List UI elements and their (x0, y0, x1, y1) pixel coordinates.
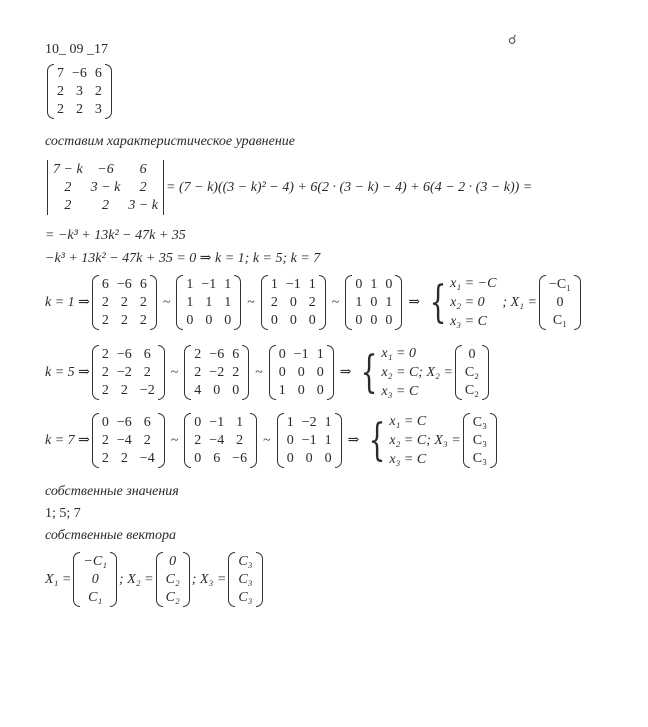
matrix-cell: 0 (270, 313, 278, 328)
k5-matrix-1 (92, 345, 165, 400)
k5-vector (455, 345, 489, 400)
matrix-cell: 0 (385, 277, 393, 292)
matrix-cell: 6 (139, 277, 147, 292)
matrix-cell: −6 (116, 347, 132, 362)
matrix-cell: 2 (101, 383, 109, 398)
matrix-cell: −6 (72, 66, 87, 81)
k1-matrix-2 (176, 275, 241, 330)
matrix-cell: C₂ (165, 572, 180, 587)
matrix-a (47, 64, 112, 119)
matrix-cell: 2 (75, 102, 83, 117)
matrix-cell: 6 (213, 451, 221, 466)
matrix-cell: 2 (101, 295, 109, 310)
x2-vector (156, 552, 190, 607)
heading-eigenvectors: собственные вектора (45, 528, 177, 543)
tilde: ~ (162, 294, 171, 310)
k5-system: { x₁ = 0 x₂ = C; X₂ = x₃ = C (361, 346, 453, 399)
k5-label: k = 5 ⇒ (45, 365, 90, 380)
poly-line: = −k³ + 13k² − 47k + 35 (45, 228, 186, 243)
matrix-cell: 0 (278, 365, 286, 380)
matrix-cell: 0 (101, 415, 109, 430)
matrix-cell: 1 (224, 295, 232, 310)
matrix-cell: C₃ (472, 433, 487, 448)
matrix-cell: 1 (370, 277, 378, 292)
k7-label: k = 7 ⇒ (45, 433, 90, 448)
matrix-cell: −6 (209, 347, 225, 362)
matrix-cell: 0 (316, 383, 324, 398)
matrix-cell: C₁ (552, 313, 568, 328)
matrix-cell: 0 (224, 313, 232, 328)
k7-matrix-3 (277, 413, 342, 468)
matrix-cell: C₂ (464, 365, 480, 380)
k1-vector (539, 275, 581, 330)
matrix-cell: 1 (286, 415, 294, 430)
k1-matrix-1 (92, 275, 157, 330)
matrix-cell: 2 (101, 433, 109, 448)
matrix-cell: 6 (232, 347, 240, 362)
matrix-cell: 0 (385, 313, 393, 328)
matrix-cell: −C₁ (83, 554, 108, 569)
matrix-cell: 3 (75, 84, 83, 99)
matrix-cell: −6 (116, 415, 132, 430)
matrix-cell: 2 (120, 451, 128, 466)
heading-char-eq: составим характеристическое уравнение (45, 134, 295, 149)
tilde: ~ (170, 364, 179, 380)
k7-matrix-2 (184, 413, 257, 468)
matrix-cell: 1 (324, 415, 332, 430)
matrix-cell: 3 (94, 102, 102, 117)
matrix-cell: 0 (556, 295, 564, 310)
matrix-cell: 2 (143, 433, 151, 448)
matrix-cell: 2 (101, 313, 109, 328)
matrix-cell: 1 (270, 277, 278, 292)
matrix-cell: 1 (186, 277, 194, 292)
matrix-cell: 1 (205, 295, 213, 310)
matrix-cell: 0 (286, 433, 294, 448)
matrix-cell: 6 (139, 162, 147, 177)
matrix-cell: 6 (101, 277, 109, 292)
matrix-cell: −2 (301, 415, 317, 430)
x1-label: X₁ = (45, 571, 72, 587)
matrix-cell: −4 (139, 451, 155, 466)
system-line: x₂ = C; X₃ = (389, 433, 461, 448)
implies: ⇒ (408, 295, 421, 310)
matrix-cell: 0 (232, 383, 240, 398)
matrix-cell: 0 (186, 313, 194, 328)
matrix-cell: C₃ (238, 554, 253, 569)
tilde: ~ (263, 432, 271, 448)
doc-id: 10_ 09 _17 (45, 42, 108, 57)
matrix-cell: −4 (209, 433, 225, 448)
matrix-cell: 6 (143, 347, 151, 362)
matrix-cell: C₂ (464, 383, 480, 398)
matrix-cell: 0 (316, 365, 324, 380)
matrix-cell: 2 (139, 295, 147, 310)
implies: ⇒ (339, 365, 352, 380)
matrix-cell: 2 (64, 198, 72, 213)
matrix-cell: 0 (91, 572, 99, 587)
matrix-cell: 2 (194, 365, 202, 380)
matrix-cell: 2 (57, 84, 64, 99)
matrix-cell: −1 (301, 433, 317, 448)
k7-system: { x₁ = C x₂ = C; X₃ = x₃ = C (368, 414, 461, 467)
matrix-cell: C₃ (238, 572, 253, 587)
matrix-cell: 0 (355, 277, 363, 292)
matrix-cell: 2 (139, 313, 147, 328)
matrix-cell: 1 (324, 433, 332, 448)
k1-matrix-4 (345, 275, 402, 330)
matrix-cell: 7 (57, 66, 64, 81)
matrix-cell: −1 (285, 277, 301, 292)
matrix-cell: 2 (101, 365, 109, 380)
matrix-cell: 3 − k (128, 198, 159, 213)
final-vectors-row (45, 552, 265, 607)
matrix-cell: 2 (101, 347, 109, 362)
matrix-cell: 0 (324, 451, 332, 466)
matrix-cell: 6 (94, 66, 102, 81)
matrix-cell: 0 (205, 313, 213, 328)
k1-system: { x₁ = −C x₂ = 0 x₃ = C (429, 276, 497, 329)
matrix-cell: −1 (293, 347, 309, 362)
matrix-cell: 1 (278, 383, 286, 398)
roots-line: −k³ + 13k² − 47k + 35 = 0 ⇒ k = 1; k = 5; k = 7 (45, 251, 321, 266)
matrix-cell: C₃ (472, 415, 487, 430)
x2-label: ; X₂ = (119, 571, 154, 587)
matrix-cell: −2 (116, 365, 132, 380)
tilde: ~ (255, 364, 263, 380)
x3-vector (228, 552, 262, 607)
matrix-cell: 2 (194, 347, 202, 362)
matrix-cell: 2 (270, 295, 278, 310)
matrix-cell: −1 (209, 415, 225, 430)
tilde: ~ (247, 294, 255, 310)
corner-mark: ☌ (508, 32, 517, 47)
k5-matrix-3 (269, 345, 334, 400)
heading-eigenvalues: собственные значения (45, 484, 179, 499)
matrix-cell: 6 (143, 415, 151, 430)
matrix-cell: 0 (468, 347, 476, 362)
matrix-cell: 2 (232, 365, 240, 380)
det-row (45, 160, 532, 215)
matrix-cell: 2 (308, 295, 316, 310)
matrix-cell: C₂ (165, 590, 180, 605)
implies: ⇒ (347, 433, 360, 448)
k1-matrix-3 (261, 275, 326, 330)
matrix-cell: 1 (316, 347, 324, 362)
eigenvalues: 1; 5; 7 (45, 506, 81, 521)
matrix-cell: 2 (120, 295, 128, 310)
k5-matrix-2 (184, 345, 249, 400)
matrix-cell: 3 − k (90, 180, 121, 195)
k5-row (45, 344, 491, 401)
matrix-cell: 0 (370, 295, 378, 310)
matrix-cell: −2 (139, 383, 155, 398)
matrix-cell: −6 (97, 162, 114, 177)
x3-label: ; X₃ = (191, 571, 227, 587)
matrix-cell: 0 (305, 451, 313, 466)
matrix-cell: 1 (186, 295, 194, 310)
matrix-cell: C₁ (88, 590, 103, 605)
matrix-cell: C₃ (472, 451, 487, 466)
det-matrix (47, 160, 164, 215)
k1-label: k = 1 ⇒ (45, 295, 90, 310)
matrix-cell: −1 (201, 277, 217, 292)
matrix-cell: 1 (308, 277, 316, 292)
matrix-cell: −C₁ (548, 277, 572, 292)
matrix-cell: −6 (116, 277, 132, 292)
matrix-cell: 0 (289, 295, 297, 310)
matrix-cell: 1 (236, 415, 244, 430)
k1-x-label: ; X₁ = (502, 294, 537, 310)
matrix-cell: 0 (278, 347, 286, 362)
matrix-cell: 2 (64, 180, 72, 195)
matrix-cell: 2 (94, 84, 102, 99)
matrix-cell: 2 (143, 365, 151, 380)
tilde: ~ (331, 294, 340, 310)
matrix-cell: 0 (370, 313, 378, 328)
k7-row (45, 412, 499, 469)
matrix-cell: 1 (224, 277, 232, 292)
matrix-cell: 0 (297, 383, 305, 398)
matrix-cell: 0 (297, 365, 305, 380)
x1-vector (73, 552, 117, 607)
matrix-a-row (45, 64, 114, 119)
matrix-cell: 2 (120, 313, 128, 328)
matrix-cell: 2 (101, 451, 109, 466)
matrix-cell: 4 (194, 383, 202, 398)
matrix-cell: −4 (116, 433, 132, 448)
matrix-cell: 0 (169, 554, 177, 569)
matrix-cell: 0 (194, 451, 202, 466)
matrix-cell: 2 (120, 383, 128, 398)
matrix-cell: 0 (355, 313, 363, 328)
matrix-cell: 2 (57, 102, 64, 117)
matrix-cell: 0 (213, 383, 221, 398)
matrix-cell: 0 (286, 451, 294, 466)
matrix-cell: 2 (139, 180, 147, 195)
matrix-cell: −2 (209, 365, 225, 380)
matrix-cell: 0 (289, 313, 297, 328)
matrix-cell: 1 (385, 295, 393, 310)
matrix-cell: 2 (236, 433, 244, 448)
matrix-cell: 0 (308, 313, 316, 328)
matrix-cell: 0 (194, 415, 202, 430)
k7-vector (463, 413, 497, 468)
det-expansion: = (7 − k)((3 − k)² − 4) + 6(2 · (3 − k) − 4) + 6(4 − 2 · (3 − k)) = (166, 179, 533, 195)
system-line: x₃ = C (450, 314, 487, 329)
matrix-cell: 1 (355, 295, 363, 310)
system-line: x₂ = C; X₂ = (381, 365, 453, 380)
matrix-cell: 7 − k (53, 162, 83, 177)
system-line: x₂ = 0 (450, 295, 485, 310)
system-line: x₁ = −C (450, 276, 497, 291)
k7-matrix-1 (92, 413, 165, 468)
matrix-cell: 2 (102, 198, 109, 213)
system-line: x₁ = C (389, 414, 427, 429)
tilde: ~ (170, 432, 179, 448)
matrix-cell: 2 (194, 433, 202, 448)
k1-row (45, 274, 583, 331)
matrix-cell: −6 (232, 451, 248, 466)
matrix-cell: C₃ (238, 590, 253, 605)
system-line: x₃ = C (381, 384, 419, 399)
system-line: x₁ = 0 (381, 346, 416, 361)
system-line: x₃ = C (389, 452, 427, 467)
